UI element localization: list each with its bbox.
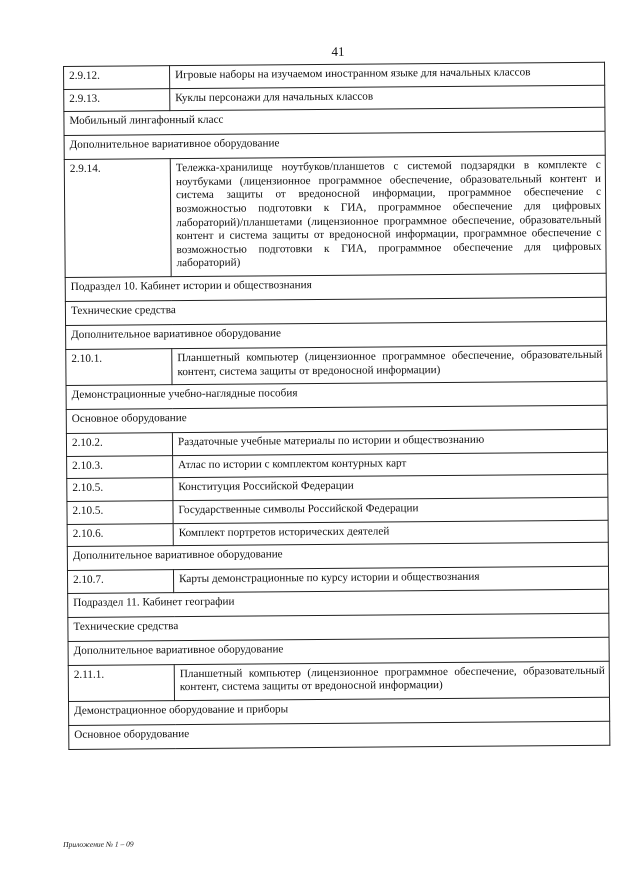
table-row <box>64 155 606 277</box>
item-description: Атлас по истории с комплектом контурных карт <box>173 452 608 478</box>
section-heading: Дополнительное вариативное оборудование <box>64 131 605 159</box>
item-description: Игровые наборы на изучаемом иностранном языке для начальных классов <box>170 62 605 88</box>
item-number: 2.10.5. <box>67 501 173 524</box>
item-description: Государственные символы Российской Федерации <box>173 497 608 523</box>
section-heading: Дополнительное вариативное оборудование <box>66 321 607 349</box>
item-number: 2.10.3. <box>67 455 173 478</box>
table-body <box>64 62 610 749</box>
table-row <box>68 661 609 701</box>
item-number: 2.9.12. <box>64 66 170 89</box>
item-description: Раздаточные учебные материалы по истории и обществознанию <box>172 429 607 455</box>
item-description: Карты демонстрационные по курсу истории и обществознания <box>173 566 608 592</box>
item-number: 2.10.6. <box>67 523 173 546</box>
section-heading: Технические средства <box>65 297 606 325</box>
section-heading: Подраздел 11. Кабинет географии <box>68 589 609 617</box>
section-heading: Основное оборудование <box>69 721 610 749</box>
table-row <box>66 345 607 385</box>
item-description: Тележка-хранилище ноутбуков/планшетов с системой подзарядки в комплекте с ноутбуками (лицензионное программное обеспечение, образовательный контент и система защиты от вредоносной информации, программное обеспечение с возможностью подготовки к ГИА, программное обеспечение для цифровых лабораторий)/планшетами (лицензионное программное обеспечение, образовательный контент и система защиты от вредоносной информации, программное обеспечение с возможностью подготовки к ГИА, программное обеспечение для цифровых лабораторий) <box>170 155 606 276</box>
item-description: Куклы персонажи для начальных классов <box>170 85 605 111</box>
section-heading: Мобильный лингафонный класс <box>64 107 605 135</box>
section-heading: Основное оборудование <box>66 405 607 433</box>
item-number: 2.11.1. <box>68 664 174 701</box>
section-heading: Демонстрационное оборудование и приборы <box>69 697 610 725</box>
section-heading: Дополнительное вариативное оборудование <box>68 637 609 665</box>
section-heading: Технические средства <box>68 613 609 641</box>
item-number: 2.10.5. <box>67 478 173 501</box>
item-description: Планшетный компьютер (лицензионное программное обеспечение, образовательный контент, система защиты от вредоносной информации) <box>172 345 607 385</box>
item-description: Планшетный компьютер (лицензионное программное обеспечение, образовательный контент, система защиты от вредоносной информации) <box>174 661 609 701</box>
section-heading: Дополнительное вариативное оборудование <box>67 542 608 570</box>
item-description: Комплект портретов исторических деятелей <box>173 520 608 546</box>
equipment-table <box>63 62 610 750</box>
item-number: 2.10.2. <box>66 433 172 456</box>
section-heading: Демонстрационные учебно-наглядные пособия <box>66 381 607 409</box>
footer-note: Приложение № 1 – 09 <box>63 839 134 850</box>
item-number: 2.10.7. <box>67 570 173 593</box>
item-description: Конституция Российской Федерации <box>173 475 608 501</box>
page-number: 41 <box>331 43 345 59</box>
section-heading: Подраздел 10. Кабинет истории и обществознания <box>65 273 606 301</box>
item-number: 2.10.1. <box>66 349 172 386</box>
section-row <box>69 721 610 749</box>
item-number: 2.9.14. <box>64 159 171 278</box>
item-number: 2.9.13. <box>64 88 170 111</box>
